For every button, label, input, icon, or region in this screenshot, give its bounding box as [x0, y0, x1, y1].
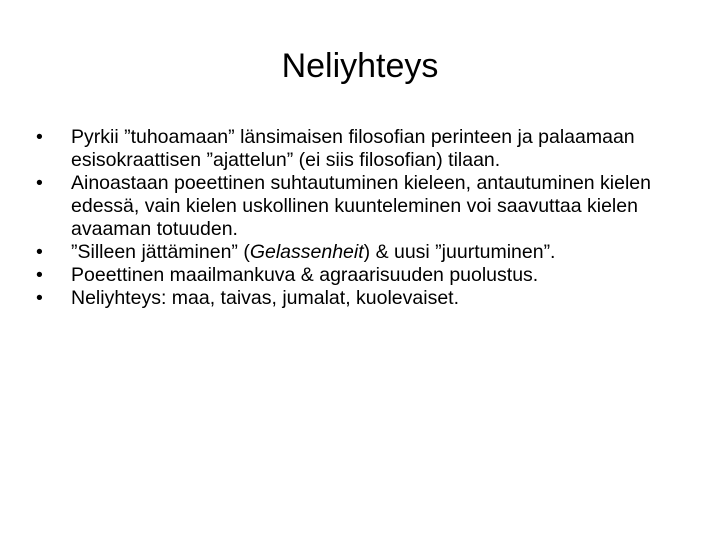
bullet-text-italic: Gelassenheit: [249, 241, 364, 263]
bullet-text: [71, 241, 555, 263]
bullet-marker: •: [36, 241, 43, 263]
bullet-item-4: [36, 264, 686, 287]
bullet-text: Poeettinen maailmankuva & agraarisuuden puolustus.: [71, 264, 539, 286]
bullet-text-before: ”Silleen jättäminen” (: [71, 241, 250, 263]
bullet-marker: •: [36, 126, 43, 148]
bullet-text: Ainoastaan poeettinen suhtautuminen kieleen, antautuminen kielen edessä, vain kielen uskollinen kuunteleminen voi saavuttaa kielen avaaman totuuden.: [71, 172, 652, 240]
bullet-item-3: [36, 241, 686, 264]
bullet-item-2: [36, 172, 686, 241]
bullet-list: [36, 126, 686, 310]
bullet-text-after: ) & uusi ”juurtuminen”.: [363, 241, 556, 263]
bullet-marker: •: [36, 172, 43, 194]
bullet-marker: •: [36, 264, 43, 286]
slide-title: Neliyhteys: [281, 47, 439, 85]
bullet-item-1: [36, 126, 686, 172]
bullet-text: Neliyhteys: maa, taivas, jumalat, kuolevaiset.: [71, 287, 460, 309]
bullet-marker: •: [36, 287, 43, 309]
bullet-item-5: [36, 287, 686, 310]
bullet-text: Pyrkii ”tuhoamaan” länsimaisen filosofian perinteen ja palaamaan esisokraattisen ”ajattelun” (ei siis filosofian) tilaan.: [71, 126, 635, 171]
